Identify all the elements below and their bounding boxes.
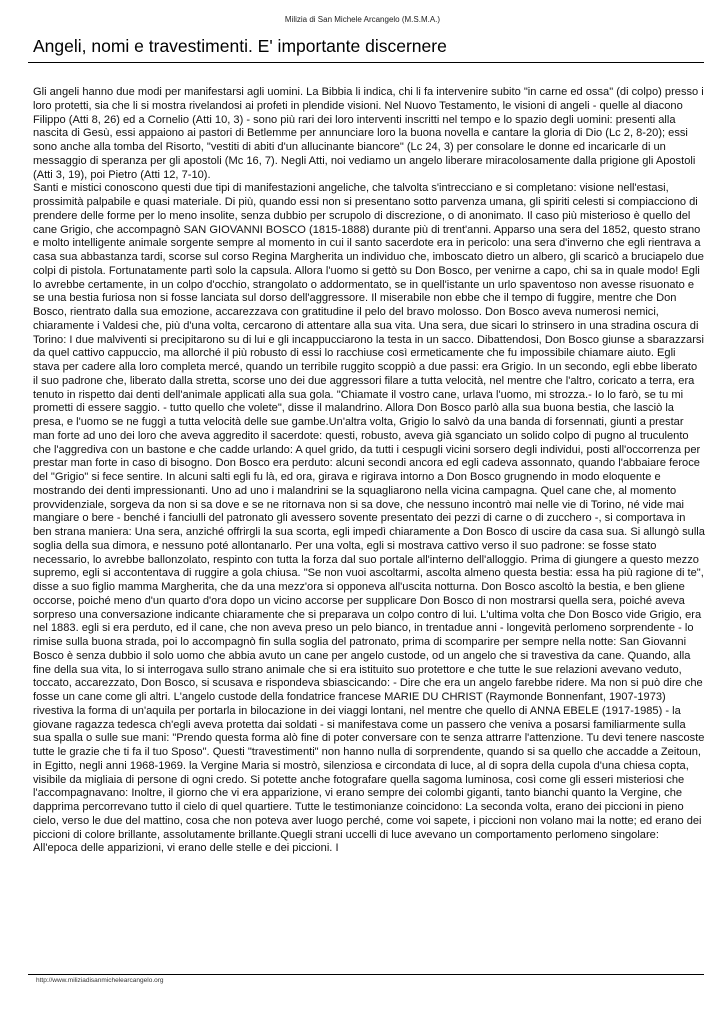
article-title: Angeli, nomi e travestimenti. E' importante discernere — [33, 36, 447, 56]
paragraph-main: Santi e mistici conoscono questi due tipi di manifestazioni angeliche, che talvolta s'intrecciano e si completano: visione nell'estasi, prossimità palpabile e quasi materiale. Di più, quando essi non si presentano sotto parvenza umana, gli spiriti celesti si compiacciono di prendere delle forme per lo meno insolite, senza dubbio per scrupolo di discrezione, o di anonimato. Il caso più misterioso è quello del cane Grigio, che accompagnò SAN GIOVANNI BOSCO (1815-1888) durante più di trent'anni. Apparso una sera del 1852, questo strano e molto intelligente animale sorgente sempre al momento in cui il santo sacerdote era in pericolo: una sera d'inverno che egli rientrava a casa sua abbastanza tardi, scorse sul corso Regina Margherita un individuo che, imboscato dietro un albero, gli scaricò a bruciapelo due colpi di pistola. Fortunatamente partì solo la capsula. Allora l'uomo si gettò su Don Bosco, per venirne a capo, chi sa in quale modo! Egli lo avrebbe certamente, in un colpo d'occhio, strangolato o addormentato, se in quell'istante un urlo spaventoso non avesse risuonato e se una bestia furiosa non si fosse lanciata sul dorso dell'aggressore. Il miserabile non ebbe che il tempo di fuggire, mentre che Don Bosco, rientrato dalla sua emozione, accarezzava con gratitudine il pelo del bravo molosso. Don Bosco aveva numerosi nemici, chiaramente i Valdesi che, più d'una volta, cercarono di attentare alla sua vita. Una sera, due sicari lo strinsero in una stradina oscura di Torino: I due malviventi si precipitarono su di lui e gli incappucciarono la testa in un sacco. Dibattendosi, Don Bosco giunse a sbarazzarsi da quel cattivo cappuccio, ma allorché il più robusto di essi lo racchiuse così ermeticamente che fu impossibile chiamare aiuto. Egli stava per cadere alla loro completa mercé, quando un terribile ruggito scoppiò a due passi: era Grigio. In un secondo, egli ebbe liberato il suo padrone che, liberato dalla stretta, scorse uno dei due aggressori filare a tutta velocità, nel mentre che l'altro, coricato a terra, era tenuto in rispetto dai denti dell'animale applicati alla sua gola. "Chiamate il vostro cane, urlava l'uomo, mi strozza.- Io lo farò, se tu mi prometti di essere saggio. - tutto quello che volete", disse il malandrino. Allora Don Bosco parlò alla sua buona bestia, che lasciò la presa, e l'uomo se ne fuggì a tutta velocità delle sue gambe.Un'altra volta, Grigio lo salvò da una banda di forsennati, giunti a prestar man forte ad uno dei loro che aveva aggredito il sacerdote: questi, robusto, aveva già sganciato un solido colpo di pugno al truculento che l'aggrediva con un bastone e che cadde urlando: A quel grido, da tutti i cespugli vicini sorsero degli individui, posti all'occorrenza per prestar man forte in caso di bisogno. Don Bosco era perduto: alcuni secondi ancora ed egli cadeva assonnato, quando l'abbaiare feroce del "Grigio" si fece sentire. In alcuni salti egli fu là, ed ora, girava e rigirava intorno a Don Bosco grugnendo in modo eloquente e mostrando dei denti impressionanti. Uno ad uno i malandrini se la squagliarono nella vicina campagna. Quel cane che, al momento provvidenziale, sorgeva da non si sa dove e se ne ritornava non si sa dove, che nessuno incontrò mai nelle vie di Torino, né vide mai mangiare o bere - benché i fanciulli del patronato gli avessero sovente presentato dei pezzi di carne o di zucchero -, si comportava in ben strana maniera: Una sera, anziché offrirgli la sua scorta, egli impedì chiaramente a Don Bosco di uscire da casa sua. Si allungò sulla soglia della sua dimora, e nessuno poté allontanarlo. Per una volta, egli si mostrava cattivo verso il suo padrone: se fosse stato necessario, lo avrebbe ballonzolato, respinto con tutta la forza dal suo portale all'interno dell'alloggio. Prima di giungere a questo mezzo supremo, egli si accontentava di ruggire a gola chiusa. "Se non vuoi ascoltarmi, ascolta almeno questa bestia: essa ha più ragione di te", disse a suo figlio mamma Margherita, che da una mezz'ora si opponeva all'uscita notturna. Don Bosco ascoltò la bestia, e ben gliene occorse, poiché meno d'un quarto d'ora dopo un vicino accorse per supplicare Don Bosco di non mostrarsi quella sera, poiché aveva sorpreso una conversazione indicante chiaramente che si preparava un colpo contro di lui. L'ultima volta che Don Bosco vide Grigio, era nel 1883. egli si era perduto, ed il cane, che non aveva preso un pelo bianco, in trentadue anni - longevità perlomeno sorprendente - lo rimise sulla buona strada, poi lo accompagnò fin sulla soglia del patronato, prima di scomparire per sempre nella notte: San Giovanni Bosco è senza dubbio il solo uomo che abbia avuto un cane per angelo custode, od un angelo che si travestiva da cane. Quando, alla fine della sua vita, lo si interrogava sullo strano animale che si era istituito suo protettore e che tutte le sue relazioni avevano veduto, toccato, accarezzato, Don Bosco, si scusava e rispondeva sbiascicando: - Dire che era un angelo farebbe ridere. Ma non si può dire che fosse un cane come gli altri. L'angelo custode della fondatrice francese MARIE DU CHRIST (Raymonde Bonnenfant, 1907-1973) rivestiva la forma di un'aquila per portarla in bilocazione in dei viaggi lontani, nel mentre che quello di ANNA EBELE (1917-1985) - la giovane ragazza tedesca ch'egli aveva protetta dai soldati - si manifestava come un passero che veniva a posarsi familiarmente sulla sua spalla o sulle sue mani: "Prendo questa forma alò fine di poter conversare con te senza attrarre l'attenzione. Tu devi tenere nascoste tutte le grazie che ti fa il tuo Sposo". Questi "travestimenti" non hanno nulla di sorprendente, quando si sa quello che accadde a Zeitoun, in Egitto, negli anni 1968-1969. la Vergine Maria si mostrò, silenziosa e circondata di luce, al di sopra della cupola d'una chiesa copta, visibile da migliaia di persone di ogni credo. Si potette anche fotografare quella sagoma luminosa, così come gli esseri misteriosi che l'accompagnavano: Inoltre, il giorno che vi era apparizione, vi erano sempre dei colombi giganti, tanto bianchi quanto la Vergine, che dapprima percorrevano tutto il cielo di quel quartiere. Tutte le testimonianze coincidono: La seconda volta, erano dei piccioni in pieno cielo, verso le due del mattino, cosa che non poteva aver luogo perché, come voi sapete, i piccioni non volano mai la notte; ed erano dei piccioni di colore brillante, assolutamente brillante.Quegli strani uccelli di luce avevano un comportamento perlomeno singolare: All'epoca delle apparizioni, vi erano delle stelle e dei piccioni. I — [33, 182, 705, 855]
article-body — [33, 86, 705, 856]
footer-divider — [28, 974, 704, 975]
paragraph-intro: Gli angeli hanno due modi per manifestarsi agli uomini. La Bibbia li indica, chi li fa intervenire subito "in carne ed ossa" (di colpo) presso i loro protetti, sia che li si mostra rivelandosi ai profeti in plendide visioni. Nel Nuovo Testamento, le visioni di angeli - quelle al diacono Filippo (Atti 8, 26) ed a Cornelio (Atti 10, 3) - sono più rari dei loro interventi inscritti nel tempo e lo spazio degli uomini: presenti alla nascita di Gesù, essi appaiono ai pastori di Betlemme per annunciare loro la buona novella e cantare la gloria di Dio (Lc 2, 8-20); essi sono anche alla tomba del Risorto, "vestiti di abiti d'un allucinante biancore" (Lc 24, 3) per consolare le donne ed incaricarle di un messaggio di speranza per gli apostoli (Mc 16, 7). Negli Atti, noi vediamo un angelo liberare miracolosamente dalla prigione gli Apostoli (Atti 3, 19), poi Pietro (Atti 12, 7-10). — [33, 86, 704, 181]
footer-url[interactable]: http://www.miliziadisanmichelearcangelo.org — [36, 977, 164, 984]
header-divider — [28, 62, 704, 63]
page-header: Milizia di San Michele Arcangelo (M.S.M.A.) — [284, 15, 441, 24]
